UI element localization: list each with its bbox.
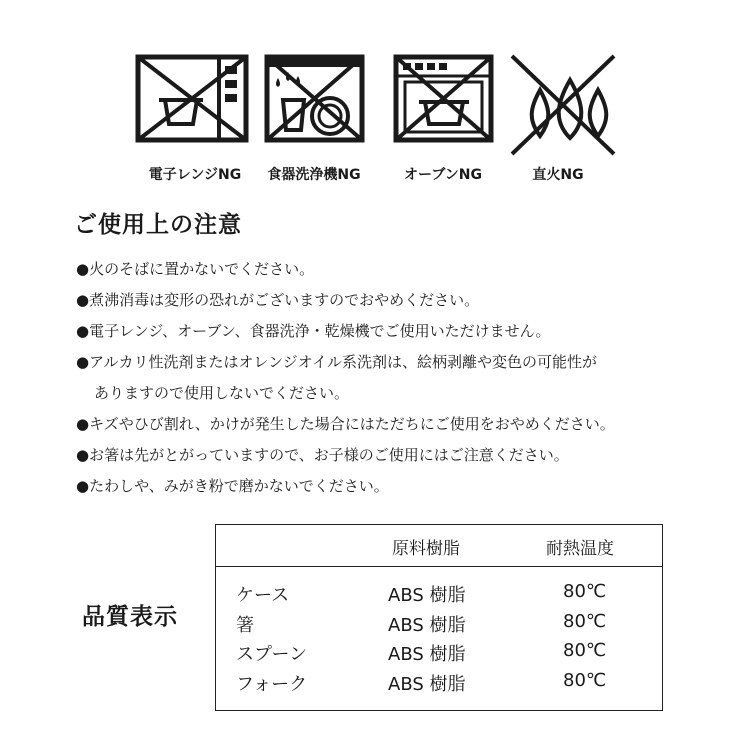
note-item: ●お箸は先がとがっていますので、お子様のご使用にはご注意ください。 [76,446,569,464]
oven-ng [393,52,513,182]
note-item: ●キズやひび割れ、かけが発生した場合にはただちにご使用をおやめください。 [76,415,615,433]
row-temp: 80℃ [563,640,607,661]
row-material: ABS 樹脂 [388,585,466,606]
table-row [216,611,662,640]
row-temp: 80℃ [563,581,607,602]
usage-notes-list [76,254,716,502]
material-spec-table [215,524,663,711]
dishwasher-prohibited-icon [264,52,384,162]
row-material: ABS 樹脂 [388,615,466,636]
note-item: ●たわしや、みがき粉で磨かないでください。 [76,477,389,495]
header-material: 原料樹脂 [392,539,460,559]
table-row [216,670,662,699]
row-item: ケース [236,585,290,606]
row-temp: 80℃ [563,670,607,691]
oven-ng-label: オーブンNG [404,167,482,183]
row-item: フォーク [236,674,308,695]
table-row [216,640,662,669]
usage-notes-title: ご使用上の注意 [74,212,242,238]
row-material: ABS 樹脂 [388,674,466,695]
row-item: 箸 [236,615,254,636]
dishwasher-ng [264,52,384,182]
microwave-ng [135,52,255,182]
flame-prohibited-icon [510,52,630,162]
microwave-prohibited-icon [135,52,255,162]
quality-label-title: 品質表示 [82,604,178,630]
microwave-ng-label: 電子レンジNG [148,167,242,183]
dishwasher-ng-label: 食器洗浄機NG [267,167,361,183]
table-row [216,581,662,610]
row-item: スプーン [236,644,308,665]
note-item: ●アルカリ性洗剤またはオレンジオイル系洗剤は、絵柄剥離や変色の可能性が ありますので使用しないでください。 [76,353,597,402]
note-item: ●火のそばに置かないでください。 [76,260,315,278]
header-heat-resistance: 耐熱温度 [546,539,614,559]
row-temp: 80℃ [563,611,607,632]
note-item: ●電子レンジ、オーブン、食器洗浄・乾燥機でご使用いただけません。 [76,322,551,340]
open-flame-ng [510,52,630,182]
row-material: ABS 樹脂 [388,644,466,665]
note-item: ●煮沸消毒は変形の恐れがございますのでおやめください。 [76,291,480,309]
open-flame-ng-label: 直火NG [532,167,584,183]
prohibition-icons [0,0,750,190]
table-header [216,525,662,567]
oven-prohibited-icon [393,52,513,162]
